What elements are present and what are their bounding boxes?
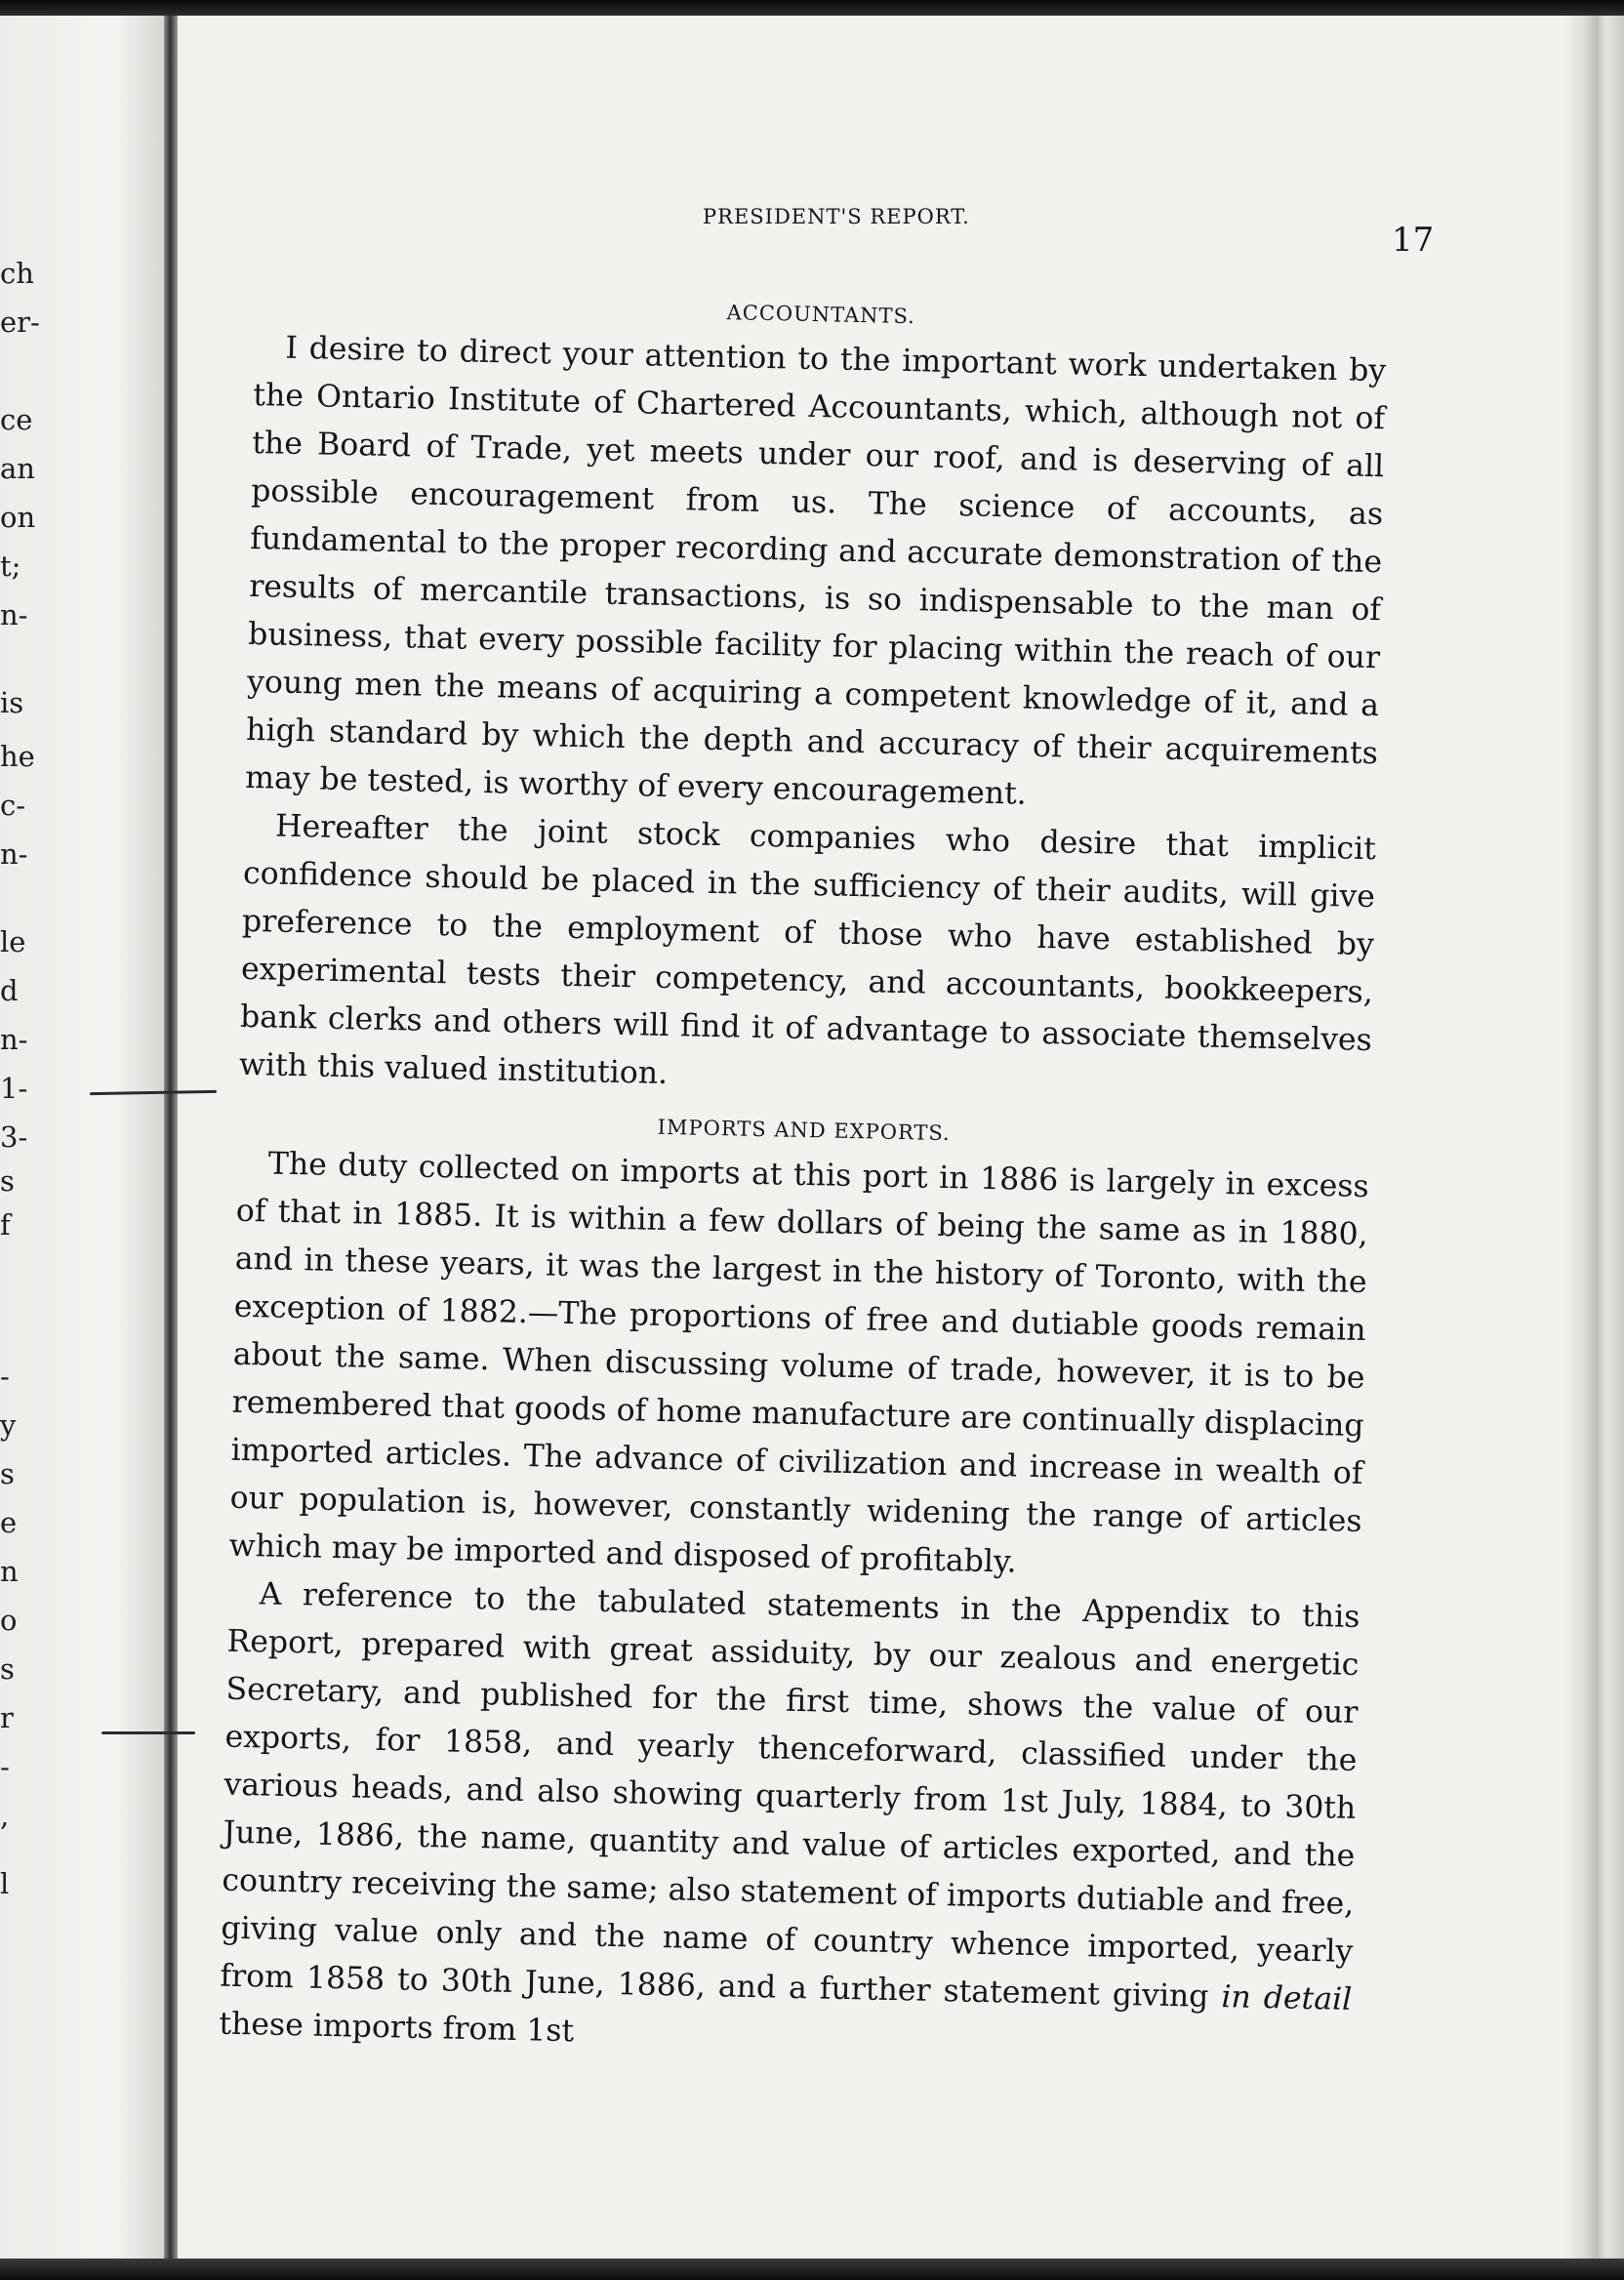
facing-page-fragment: n <box>0 1555 19 1588</box>
facing-page-fragment: an <box>0 452 35 485</box>
section-heading-imports-exports: IMPORTS AND EXPORTS. <box>657 1115 952 1146</box>
facing-page-fragment: 3- <box>0 1120 28 1154</box>
facing-page-fragment: n- <box>0 1023 28 1056</box>
page-number: 17 <box>1392 221 1435 260</box>
paragraph: I desire to direct your attention to the important work undertaken by the Ontario Institute of Chartered Accountants, which, although not of the Board of Trade, yet meets under our roof, and is deserving of all possible encouragement from us. The science of accounts, as fundamental to the proper recording and accurate demonstration of the results of mercantile transactions, is so indispensable to the man of business, that every possible facility for placing within the reach of our young men the means of acquiring a competent knowledge of it, and a high standard by which the depth and accuracy of their acquirements may be tested, is worthy of every encouragement. <box>244 330 1387 812</box>
facing-page-fragment: e <box>0 1506 18 1539</box>
paragraph-with-italic <box>219 1570 1360 2072</box>
facing-page-fragment: s <box>0 1164 15 1198</box>
paragraph: Hereafter the joint stock companies who desire that implicit confidence should be placed in the sufficiency of their audits, will give preference to the employment of those who have established by experimental tests their competency, and accountants, bookkeepers, bank clerks and others will find it of advantage to associate themselves with this valued institution. <box>238 808 1377 1092</box>
page-body <box>219 273 1387 2054</box>
paragraph-text: A reference to the tabulated statements in the Appendix to this Report, prepared with great assiduity, by our zealous and energetic Secretary, and published for the first time, shows the value of our exports, for 1858, and yearly thenceforward, classified under the various heads, and also showing quarterly from 1st July, 1884, to 30th June, 1886, the name, quantity and value of articles exported, and the country receiving the same; also statement of imports dutiable and free, giving value only and the name of country whence imported, yearly from 1858 to 30th June, 1886, and a further statement giving <box>220 1576 1360 2015</box>
facing-page-fragment: , <box>0 1799 10 1832</box>
italic-phrase: in detail <box>1221 1979 1353 2017</box>
margin-pencil-mark <box>102 1731 195 1734</box>
facing-page-fragment: he <box>0 740 35 773</box>
facing-page-fragment: s <box>0 1652 15 1686</box>
running-title: PRESIDENT'S REPORT. <box>703 205 970 228</box>
facing-page-fragment: er- <box>0 305 40 339</box>
facing-page-fragment: - <box>0 1360 10 1393</box>
facing-page-fragment: on <box>0 501 36 534</box>
scan-top-border <box>0 0 1624 16</box>
paragraph: The duty collected on imports at this port in 1886 is largely in excess of that in 1885. It is within a few dollars of being the same as in 1880, and in these years, it was the largest in the history of Toronto, with the exception of 1882.—The proportions of free and dutiable goods remain about the same. When discussing volume of trade, however, it is to be remembered that goods of home manufacture are continually displacing imported articles. The advance of civilization and increase in wealth of our population is, however, constantly widening the range of articles which may be imported and disposed of profitably. <box>228 1146 1370 1580</box>
facing-page-fragment: s <box>0 1457 15 1490</box>
facing-page-margin <box>0 16 164 2259</box>
facing-page-fragment: ch <box>0 257 34 290</box>
facing-page-fragment: r <box>0 1701 14 1734</box>
paragraph-text: these imports from 1st <box>219 2006 575 2050</box>
facing-page-fragment: n- <box>0 598 28 631</box>
facing-page-fragment: le <box>0 925 26 958</box>
section-heading-accountants: ACCOUNTANTS. <box>726 301 916 329</box>
book-gutter-shadow <box>164 16 178 2259</box>
facing-page-fragment: y <box>0 1408 17 1442</box>
page-stack-edge <box>1563 16 1624 2259</box>
facing-page-fragment: l <box>0 1867 10 1900</box>
scan-bottom-border <box>0 2259 1624 2280</box>
facing-page-fragment: d <box>0 974 19 1007</box>
facing-page-fragment: 1- <box>0 1072 28 1105</box>
facing-page-fragment: - <box>0 1750 10 1783</box>
facing-page-fragment: is <box>0 686 24 719</box>
facing-page-fragment: t; <box>0 550 21 583</box>
facing-page-fragment: f <box>0 1208 11 1242</box>
facing-page-fragment: c- <box>0 789 26 822</box>
facing-page-fragment: o <box>0 1604 18 1637</box>
facing-page-fragment: n- <box>0 837 28 871</box>
facing-page-fragment: ce <box>0 403 33 436</box>
